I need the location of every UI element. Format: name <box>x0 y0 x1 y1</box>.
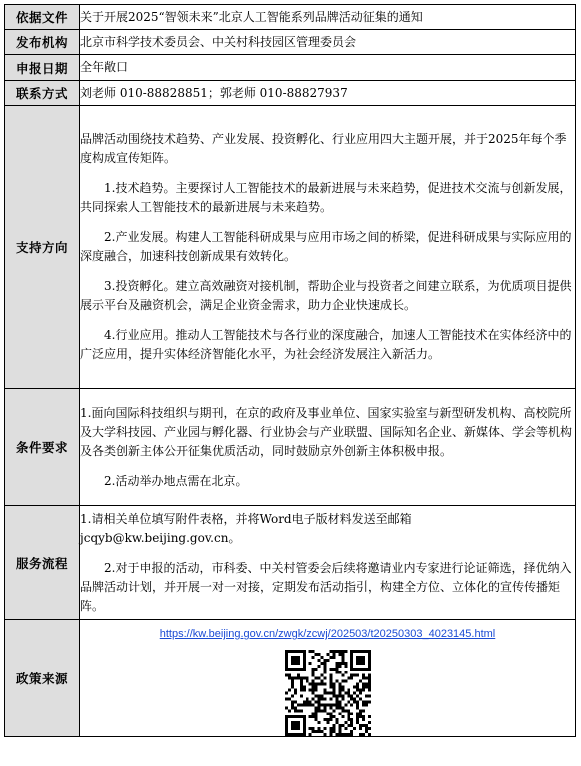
value-org: 北京市科学技术委员会、中关村科技园区管理委员会 <box>80 30 576 55</box>
label-conditions: 条件要求 <box>5 389 80 506</box>
row-date <box>5 55 576 81</box>
policy-source-link[interactable]: https://kw.beijing.gov.cn/zwgk/zcwj/202503/t20250303_4023145.html <box>159 628 496 640</box>
policy-info-table <box>4 4 576 737</box>
label-contact: 联系方式 <box>5 81 80 106</box>
value-doc: 关于开展2025“智领未来”北京人工智能系列品牌活动征集的通知 <box>80 5 576 30</box>
process-item-2: 2.对于申报的活动，市科委、中关村管委会后续将邀请业内专家进行论证筛选，择优纳入品牌活动计划，并开展一对一对接，定期发布活动指引，构建全方位、立体化的宣传传播矩阵。 <box>80 560 572 613</box>
row-contact <box>5 81 576 106</box>
support-item-tech: 1.技术趋势。主要探讨人工智能技术的最新进展与未来趋势，促进技术交流与创新发展，共同探索人工智能技术的最新进展与未来趋势。 <box>80 181 572 214</box>
support-intro: 品牌活动围绕技术趋势、产业发展、投资孵化、行业应用四大主题开展，并于2025年每个季度构成宣传矩阵。 <box>80 132 567 165</box>
value-source <box>80 620 576 737</box>
label-date: 申报日期 <box>5 55 80 81</box>
support-item-investment: 3.投资孵化。建立高效融资对接机制，帮助企业与投资者之间建立联系，为优质项目提供展示平台及融资机会，满足企业资金需求，助力企业快速成长。 <box>80 279 572 312</box>
qr-code-icon <box>285 650 371 736</box>
value-conditions <box>80 389 576 506</box>
row-support <box>5 106 576 389</box>
row-doc <box>5 5 576 30</box>
row-source <box>5 620 576 737</box>
label-process: 服务流程 <box>5 506 80 620</box>
support-item-application: 4.行业应用。推动人工智能技术与各行业的深度融合，加速人工智能技术在实体经济中的广泛应用，提升实体经济智能化水平，为社会经济发展注入新活力。 <box>80 328 572 361</box>
value-process <box>80 506 576 620</box>
label-doc: 依据文件 <box>5 5 80 30</box>
row-process <box>5 506 576 620</box>
label-source: 政策来源 <box>5 620 80 737</box>
value-date: 全年敞口 <box>80 55 576 81</box>
process-item-1: 1.请相关单位填写附件表格，并将Word电子版材料发送至邮箱 jcqyb@kw.beijing.gov.cn。 <box>80 511 412 545</box>
conditions-item-1: 1.面向国际科技组织与期刊，在京的政府及事业单位、国家实验室与新型研发机构、高校院所及大学科技园、产业园与孵化器、行业协会与产业联盟、国际知名企业、新媒体、学会等机构及各类创新主体公开征集优质活动，同时鼓励京外创新主体积极申报。 <box>80 405 573 458</box>
label-org: 发布机构 <box>5 30 80 55</box>
value-contact: 刘老师 010-88828851；郭老师 010-88827937 <box>80 81 576 106</box>
row-org <box>5 30 576 55</box>
conditions-item-2: 2.活动举办地点需在北京。 <box>104 473 248 488</box>
value-support <box>80 106 576 389</box>
support-item-industry: 2.产业发展。构建人工智能科研成果与应用市场之间的桥梁，促进科研成果与实际应用的深度融合，加速科技创新成果有效转化。 <box>80 230 572 263</box>
label-support: 支持方向 <box>5 106 80 389</box>
row-conditions <box>5 389 576 506</box>
